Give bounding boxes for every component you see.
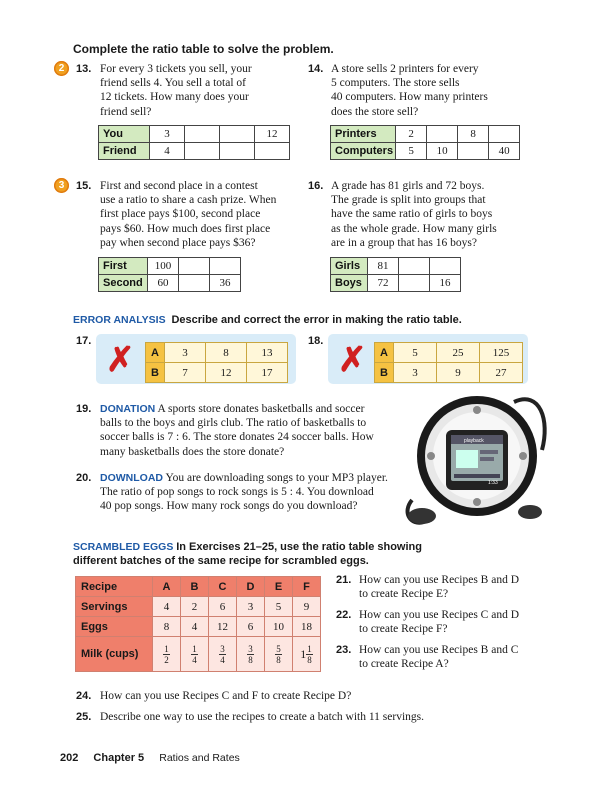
problem-22-number: 22. <box>336 609 352 621</box>
problem-18-number: 18. <box>308 335 324 347</box>
problem-25-text: Describe one way to use the recipes to create a batch with 11 servings. <box>100 711 425 723</box>
problem-14-number: 14. <box>308 63 324 75</box>
error-x-icon: ✗ <box>106 341 135 379</box>
table-row: First 100 <box>99 258 241 275</box>
player-brand: playback <box>464 438 484 444</box>
table-row: A 5 25 125 <box>375 343 523 363</box>
level-badge-3: 3 <box>54 178 69 193</box>
table-row: You 3 12 <box>99 126 290 143</box>
table-row: A 3 8 13 <box>146 343 288 363</box>
ratio-table-15 <box>98 257 241 292</box>
chapter-label: Chapter 5 <box>93 752 145 764</box>
problem-16-text: A grade has 81 girls and 72 boys. The grade is split into groups that have the same ratio of girls to boys as the whole grade. How many girls are in a group that has 16 boys? <box>331 180 497 249</box>
problem-14-text: A store sells 2 printers for every 5 computers. The store sells 40 computers. How many printers does the store sell? <box>331 63 488 118</box>
problem-23-text: How can you use Recipes B and C to create Recipe A? <box>359 644 519 671</box>
problem-20-number: 20. <box>76 472 92 484</box>
problem-24-number: 24. <box>76 690 92 702</box>
table-row: B 3 9 27 <box>375 363 523 383</box>
table-row: Milk (cups) $\frac{1}{2}$ $\frac{1}{4}$ $\frac{3}{4}$ $\frac{3}{8}$ $\frac{5}{8}$ 1 $\frac{1}{8}$ <box>76 637 321 672</box>
instruction: Complete the ratio table to solve the problem. <box>73 42 334 56</box>
table-row: Girls 81 <box>331 258 461 275</box>
problem-15-number: 15. <box>76 180 92 192</box>
problem-23-number: 23. <box>336 644 352 656</box>
table-row: Recipe A B C D E F <box>76 577 321 597</box>
problem-20-text: DOWNLOAD You are downloading songs to your MP3 player. The ratio of pop songs to rock songs is 5 : 4. You download 40 pop songs. How many rock songs do you download? <box>100 472 388 513</box>
table-row: Eggs 8 4 12 6 10 18 <box>76 617 321 637</box>
problem-13-text: For every 3 tickets you sell, your friend sells 4. You sell a total of 12 tickets. How many does your friend sell? <box>100 63 252 118</box>
problem-19-number: 19. <box>76 403 92 415</box>
problem-17-number: 17. <box>76 335 92 347</box>
table-row: Boys 72 16 <box>331 275 461 292</box>
error-table-18 <box>374 342 523 383</box>
problem-16-number: 16. <box>308 180 324 192</box>
page-footer <box>60 752 240 764</box>
problem-19-text: DONATION A sports store donates basketballs and soccer balls to the boys and girls club. The ratio of basketballs to soccer balls is 7 : 6. The store donates 24 soccer balls. How many basketballs does the store donate? <box>100 403 374 458</box>
error-table-17 <box>145 342 288 383</box>
table-row: Second 60 36 <box>99 275 241 292</box>
problem-21-text: How can you use Recipes B and D to create Recipe E? <box>359 574 520 601</box>
table-row: Friend 4 <box>99 143 290 160</box>
page-number: 202 <box>60 752 79 764</box>
ratio-table-13 <box>98 125 290 160</box>
problem-13-number: 13. <box>76 63 92 75</box>
problem-24-text: How can you use Recipes C and F to create Recipe D? <box>100 690 352 702</box>
table-row: Computers 5 10 40 <box>331 143 520 160</box>
player-time: 1:33 <box>488 480 498 486</box>
ratio-table-14 <box>330 125 520 160</box>
scrambled-eggs-heading: SCRAMBLED EGGS In Exercises 21–25, use the ratio table showing different batches of the same recipe for scrambled eggs. <box>73 541 422 567</box>
table-row: Printers 2 8 <box>331 126 520 143</box>
level-badge-2: 2 <box>54 61 69 76</box>
scrambled-eggs-table <box>75 576 321 672</box>
ratio-table-16 <box>330 257 461 292</box>
chapter-title: Ratios and Rates <box>159 752 240 764</box>
problem-15-text: First and second place in a contest use a ratio to share a cash prize. When first place pays $100, second place pays $60. How much does first place pay when second place pays $36? <box>100 180 277 249</box>
table-row: B 7 12 17 <box>146 363 288 383</box>
problem-21-number: 21. <box>336 574 352 586</box>
table-row: Servings 4 2 6 3 5 9 <box>76 597 321 617</box>
error-analysis-heading: ERROR ANALYSIS Describe and correct the error in making the ratio table. <box>73 314 462 326</box>
mp3-player-illustration <box>402 390 552 532</box>
error-x-icon: ✗ <box>338 341 367 379</box>
problem-22-text: How can you use Recipes C and D to create Recipe F? <box>359 609 520 636</box>
problem-25-number: 25. <box>76 711 92 723</box>
